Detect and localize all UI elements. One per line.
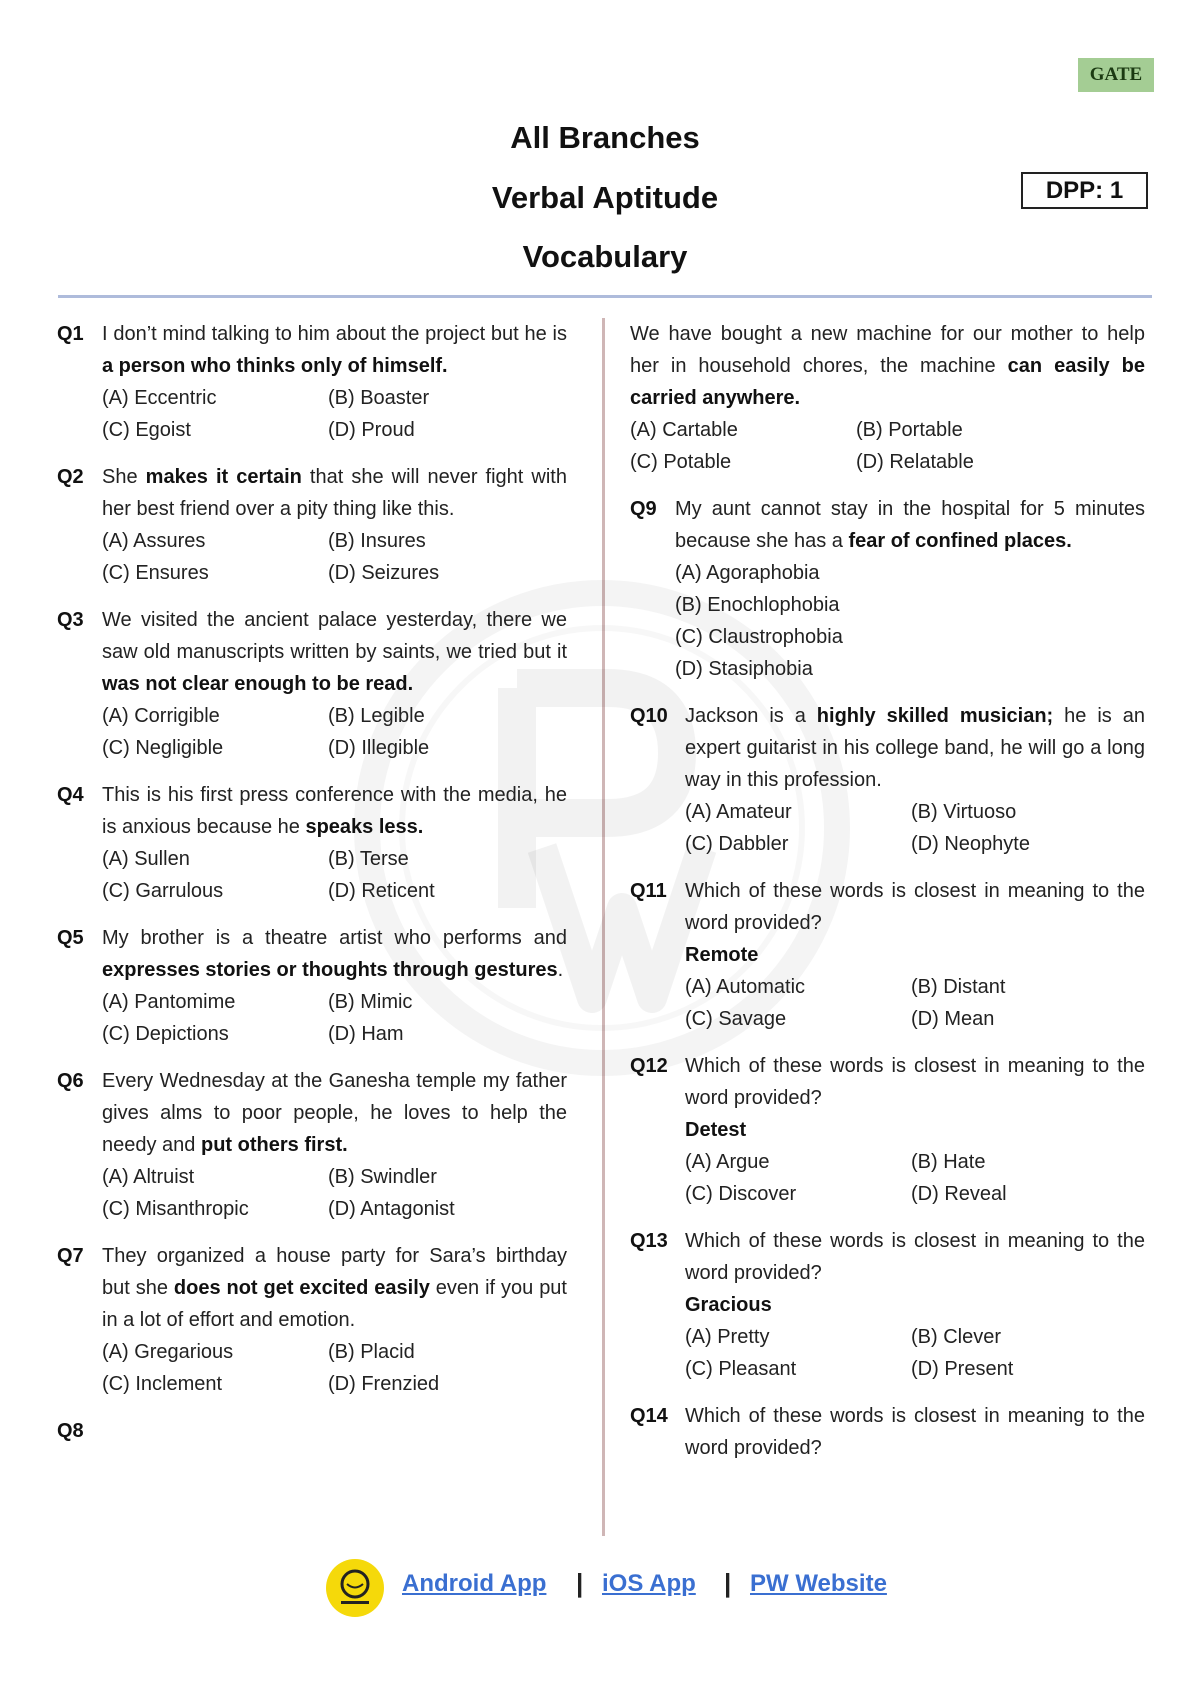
answer-option[interactable]: (D) Illegible (328, 737, 430, 759)
column-divider (602, 318, 605, 1536)
answer-options (685, 971, 1145, 1035)
answer-option[interactable]: (B) Placid (328, 1341, 415, 1363)
answer-option[interactable]: (B) Swindler (328, 1166, 437, 1188)
answer-option[interactable]: (B) Enochlophobia (675, 594, 840, 616)
answer-option[interactable]: (A) Gregarious (102, 1341, 234, 1363)
footer (0, 1556, 1200, 1620)
question-q6 (57, 1065, 567, 1225)
answer-option[interactable]: (D) Neophyte (911, 833, 1030, 855)
question-text (685, 1225, 1145, 1289)
exam-badge: GATE (1078, 58, 1154, 92)
question-text (102, 461, 567, 525)
question-text-segment: . (557, 959, 564, 981)
question-number: Q2 (57, 466, 84, 488)
question-text-segment: Jackson is a (685, 705, 817, 727)
answer-option[interactable]: (B) Portable (856, 419, 963, 441)
answer-option[interactable]: (C) Inclement (102, 1373, 223, 1395)
question-q14 (630, 1400, 1145, 1464)
pw-logo-icon (325, 1558, 385, 1618)
left-question-column (57, 318, 567, 1442)
question-number: Q4 (57, 784, 84, 806)
question-number: Q3 (57, 609, 84, 631)
question-text-segment: Which of these words is closest in meaning to the word provided? (685, 880, 1145, 934)
answer-option[interactable]: (A) Cartable (630, 419, 738, 441)
question-number: Q8 (57, 1420, 84, 1442)
answer-option[interactable]: (C) Garrulous (102, 880, 224, 902)
answer-option[interactable]: (D) Stasiphobia (675, 658, 813, 680)
answer-option[interactable]: (B) Insures (328, 530, 426, 552)
answer-option[interactable]: (C) Egoist (102, 419, 191, 441)
answer-options (102, 1161, 567, 1225)
answer-option[interactable]: (A) Assures (102, 530, 206, 552)
question-text-segment: even if you put in a lot of effort and emotion. (102, 1277, 567, 1331)
question-text-emphasis: highly skilled musician; (816, 705, 1054, 727)
title-branch: All Branches (510, 120, 700, 155)
question-text-segment: We have bought a new machine for our mother to help her in household chores, the machine (630, 323, 1145, 377)
question-q2 (57, 461, 567, 589)
question-number: Q5 (57, 927, 84, 949)
answer-option[interactable]: (A) Pantomime (102, 991, 236, 1013)
question-text-emphasis: does not get excited easily (173, 1277, 430, 1299)
question-text-segment: She (102, 466, 146, 488)
answer-option[interactable]: (B) Hate (911, 1151, 986, 1173)
answer-option[interactable]: (A) Automatic (685, 976, 806, 998)
question-text-segment: This is his first press conference with the media, he is anxious because he (102, 784, 567, 838)
answer-option[interactable]: (C) Depictions (102, 1023, 229, 1045)
answer-option[interactable]: (A) Agoraphobia (675, 562, 820, 584)
answer-option[interactable]: (D) Frenzied (328, 1373, 440, 1395)
question-text (102, 1240, 567, 1336)
question-text-segment: Every Wednesday at the Ganesha temple my father gives alms to poor people, he loves to help the needy and (102, 1070, 567, 1156)
answer-option[interactable]: (B) Boaster (328, 387, 430, 409)
answer-option[interactable]: (A) Sullen (102, 848, 190, 870)
answer-option[interactable]: (C) Claustrophobia (675, 626, 843, 648)
question-text-emphasis: a person who thinks only of himself. (102, 355, 448, 377)
question-text-segment: he is an expert guitarist in his college band, he will go a long way in this profession. (685, 705, 1145, 791)
question-number: Q7 (57, 1245, 84, 1267)
android-app-link[interactable]: Android App (402, 1570, 547, 1597)
question-number: Q9 (630, 498, 657, 520)
answer-option[interactable]: (D) Mean (911, 1008, 995, 1030)
question-number: Q10 (630, 705, 668, 727)
footer-separator: | (576, 1568, 584, 1598)
answer-options (102, 1336, 567, 1400)
question-text-emphasis: put others first. (200, 1134, 348, 1156)
question-text (102, 604, 567, 700)
answer-option[interactable]: (A) Corrigible (102, 705, 220, 727)
answer-option[interactable]: (B) Legible (328, 705, 425, 727)
question-text-segment: that she will never fight with her best friend over a pity thing like this. (102, 466, 567, 520)
question-text-segment: We visited the ancient palace yesterday, there we saw old manuscripts written by saints, we tried but it (102, 609, 567, 663)
question-q7 (57, 1240, 567, 1400)
answer-option[interactable]: (C) Dabbler (685, 833, 789, 855)
footer-separator: | (724, 1568, 732, 1598)
answer-option[interactable]: (A) Argue (685, 1151, 770, 1173)
answer-option[interactable]: (D) Proud (328, 419, 415, 441)
header-divider (58, 295, 1152, 298)
question-text (102, 1065, 567, 1161)
question-number: Q14 (630, 1405, 668, 1427)
question-text (630, 318, 1145, 414)
question-q11 (630, 875, 1145, 1035)
question-text (675, 493, 1145, 557)
answer-option[interactable]: (C) Potable (630, 451, 732, 473)
answer-option[interactable]: (C) Ensures (102, 562, 209, 584)
answer-option[interactable]: (B) Virtuoso (911, 801, 1017, 823)
answer-option[interactable]: (B) Mimic (328, 991, 413, 1013)
question-number: Q11 (630, 880, 667, 902)
answer-options (102, 525, 567, 589)
answer-options (102, 843, 567, 907)
question-text (685, 1400, 1145, 1464)
answer-options (102, 382, 567, 446)
answer-option[interactable]: (C) Savage (685, 1008, 787, 1030)
question-target-word: Detest (685, 1119, 747, 1141)
title-topic: Vocabulary (522, 239, 688, 274)
dpp-number-box: DPP: 1 (1021, 172, 1148, 209)
answer-option[interactable]: (D) Ham (328, 1023, 404, 1045)
question-text-emphasis: can easily be carried anywhere. (630, 355, 1145, 409)
answer-options (685, 1321, 1145, 1385)
answer-options (685, 1146, 1145, 1210)
answer-options (102, 700, 567, 764)
answer-option[interactable]: (D) Reticent (328, 880, 435, 902)
question-text-segment: Which of these words is closest in meaning to the word provided? (685, 1405, 1145, 1459)
question-number: Q12 (630, 1055, 668, 1077)
answer-option[interactable]: (A) Eccentric (102, 387, 217, 409)
question-continued (630, 318, 1145, 478)
question-text-segment: I don’t mind talking to him about the project but he is (102, 323, 567, 345)
question-text-emphasis: makes it certain (145, 466, 302, 488)
answer-option[interactable]: (D) Present (911, 1358, 1014, 1380)
question-text-emphasis: expresses stories or thoughts through gestures (102, 959, 558, 981)
answer-option[interactable]: (A) Pretty (685, 1326, 770, 1348)
answer-option[interactable]: (C) Negligible (102, 737, 224, 759)
right-question-column (630, 318, 1145, 1479)
question-number: Q1 (57, 323, 84, 345)
answer-option[interactable]: (A) Altruist (102, 1166, 195, 1188)
question-q1 (57, 318, 567, 446)
question-target-word: Gracious (685, 1294, 772, 1316)
question-text-emphasis: fear of confined places. (848, 530, 1072, 552)
answer-option[interactable]: (A) Amateur (685, 801, 792, 823)
question-text-emphasis: was not clear enough to be read. (102, 673, 414, 695)
question-text-segment: My aunt cannot stay in the hospital for 5 minutes because she has a (675, 498, 1145, 552)
pw-website-link[interactable]: PW Website (750, 1570, 887, 1597)
answer-options (675, 557, 1145, 685)
question-number: Q6 (57, 1070, 84, 1092)
answer-option[interactable]: (D) Seizures (328, 562, 440, 584)
question-text-emphasis: speaks less. (305, 816, 424, 838)
answer-option[interactable]: (D) Reveal (911, 1183, 1007, 1205)
question-q9 (630, 493, 1145, 685)
answer-option[interactable]: (C) Pleasant (685, 1358, 797, 1380)
answer-options (102, 986, 567, 1050)
question-q5 (57, 922, 567, 1050)
answer-option[interactable]: (C) Misanthropic (102, 1198, 249, 1220)
question-text-segment: Which of these words is closest in meaning to the word provided? (685, 1230, 1145, 1284)
question-text (685, 700, 1145, 796)
question-q3 (57, 604, 567, 764)
answer-option[interactable]: (D) Relatable (856, 451, 974, 473)
answer-option[interactable]: (C) Discover (685, 1183, 797, 1205)
answer-option[interactable]: (B) Clever (911, 1326, 1002, 1348)
ios-app-link[interactable]: iOS App (602, 1570, 696, 1597)
answer-options (630, 414, 1145, 478)
question-text-segment: My brother is a theatre artist who performs and (102, 927, 567, 949)
answer-option[interactable]: (D) Antagonist (328, 1198, 455, 1220)
title-subject: Verbal Aptitude (491, 180, 719, 215)
question-text-segment: Which of these words is closest in meaning to the word provided? (685, 1055, 1145, 1109)
answer-option[interactable]: (B) Distant (911, 976, 1006, 998)
question-number: Q13 (630, 1230, 668, 1252)
question-text (685, 1050, 1145, 1114)
question-q10 (630, 700, 1145, 860)
question-text (685, 875, 1145, 939)
question-target-word: Remote (685, 944, 759, 966)
question-text-segment: They organized a house party for Sara’s birthday but she (102, 1245, 567, 1299)
question-q13 (630, 1225, 1145, 1385)
question-text (102, 922, 567, 986)
question-text (102, 318, 567, 382)
question-text (102, 779, 567, 843)
answer-option[interactable]: (B) Terse (328, 848, 409, 870)
question-q4 (57, 779, 567, 907)
answer-options (685, 796, 1145, 860)
question-q12 (630, 1050, 1145, 1210)
